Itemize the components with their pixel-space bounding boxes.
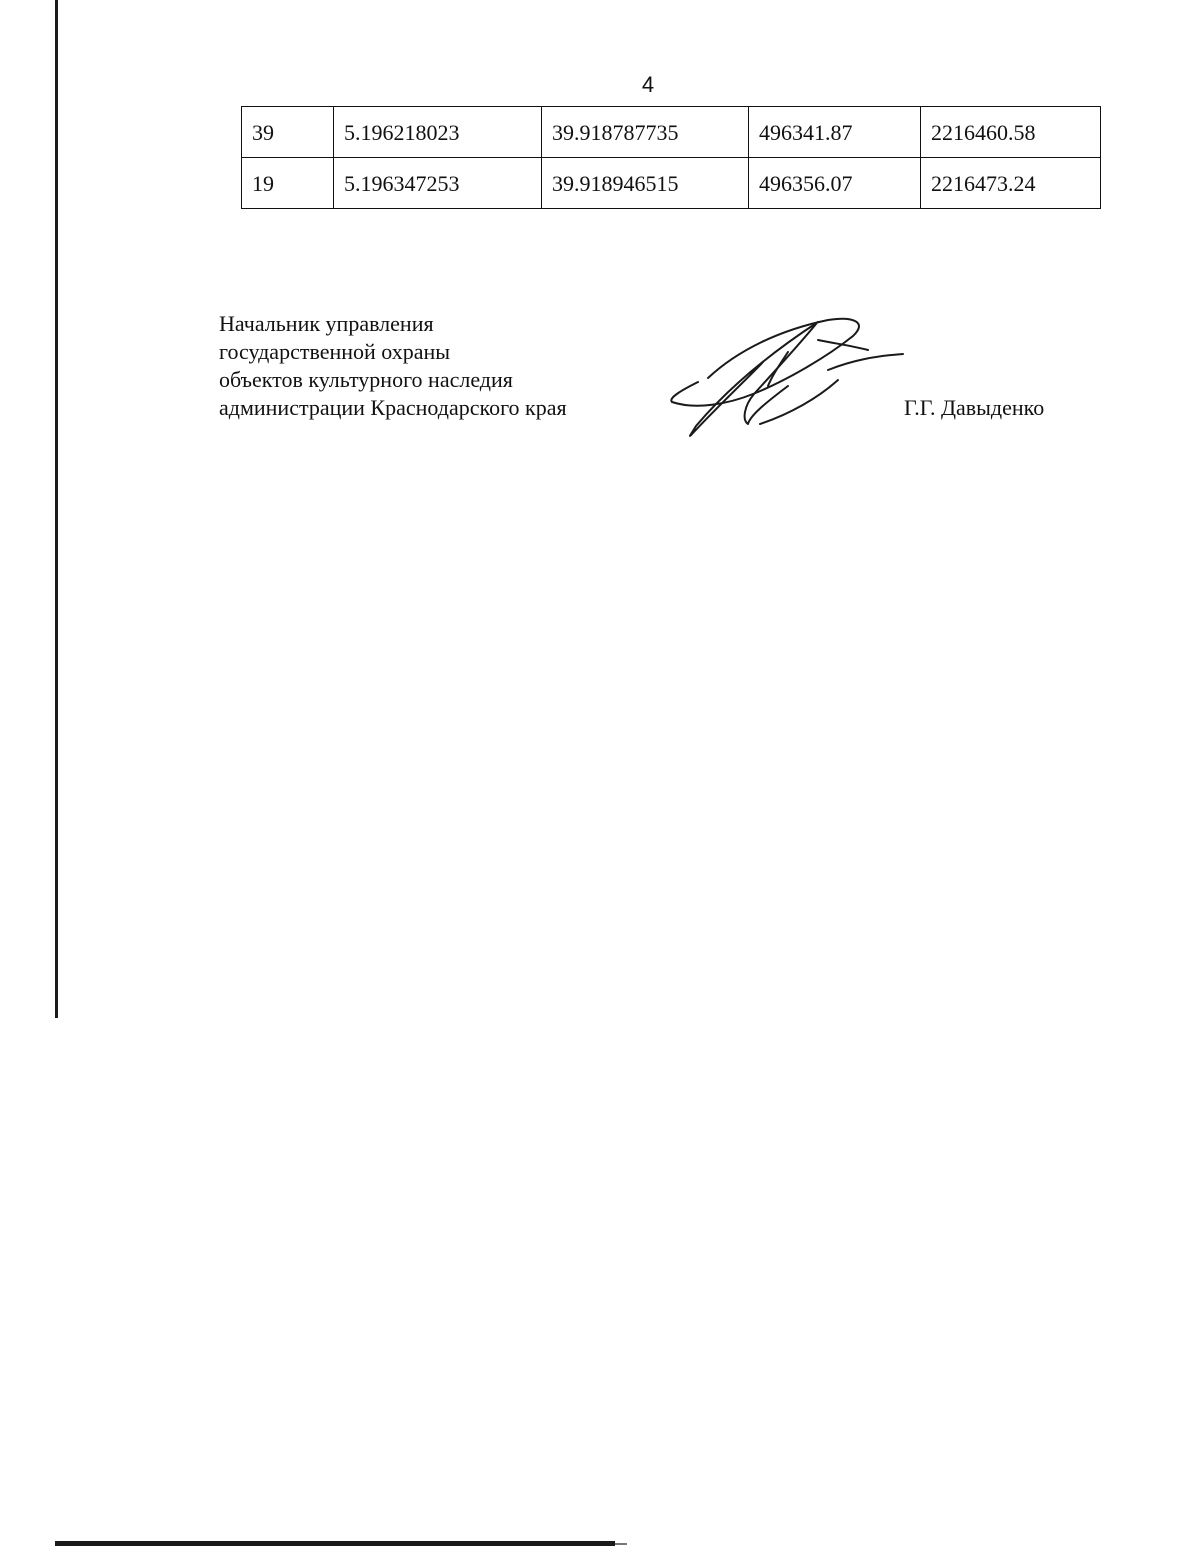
bottom-scan-line-tail: [615, 1543, 627, 1545]
bottom-scan-line: [55, 1541, 615, 1546]
table-cell: 39.918946515: [542, 158, 749, 209]
signatory-position-line: объектов культурного наследия: [219, 367, 513, 392]
table-cell: 19: [242, 158, 334, 209]
table-cell: 5.196347253: [334, 158, 542, 209]
signatory-position: [219, 310, 679, 422]
signatory-position-line: государственной охраны: [219, 339, 451, 364]
handwritten-signature: [668, 312, 913, 440]
table-cell: 496356.07: [749, 158, 921, 209]
signatory-position-line: Начальник управления: [219, 311, 434, 336]
table-cell: 5.196218023: [334, 107, 542, 158]
page-number: 4: [641, 72, 655, 97]
coordinates-table: [241, 106, 1101, 209]
left-margin-scan-line: [55, 0, 58, 1018]
table-cell: 39: [242, 107, 334, 158]
table-cell: 2216460.58: [921, 107, 1101, 158]
table-row: [242, 158, 1101, 209]
table-row: [242, 107, 1101, 158]
signatory-position-line: администрации Краснодарского края: [219, 395, 567, 420]
signer-name: Г.Г. Давыденко: [904, 395, 1045, 420]
table-cell: 2216473.24: [921, 158, 1101, 209]
table-cell: 496341.87: [749, 107, 921, 158]
table-cell: 39.918787735: [542, 107, 749, 158]
